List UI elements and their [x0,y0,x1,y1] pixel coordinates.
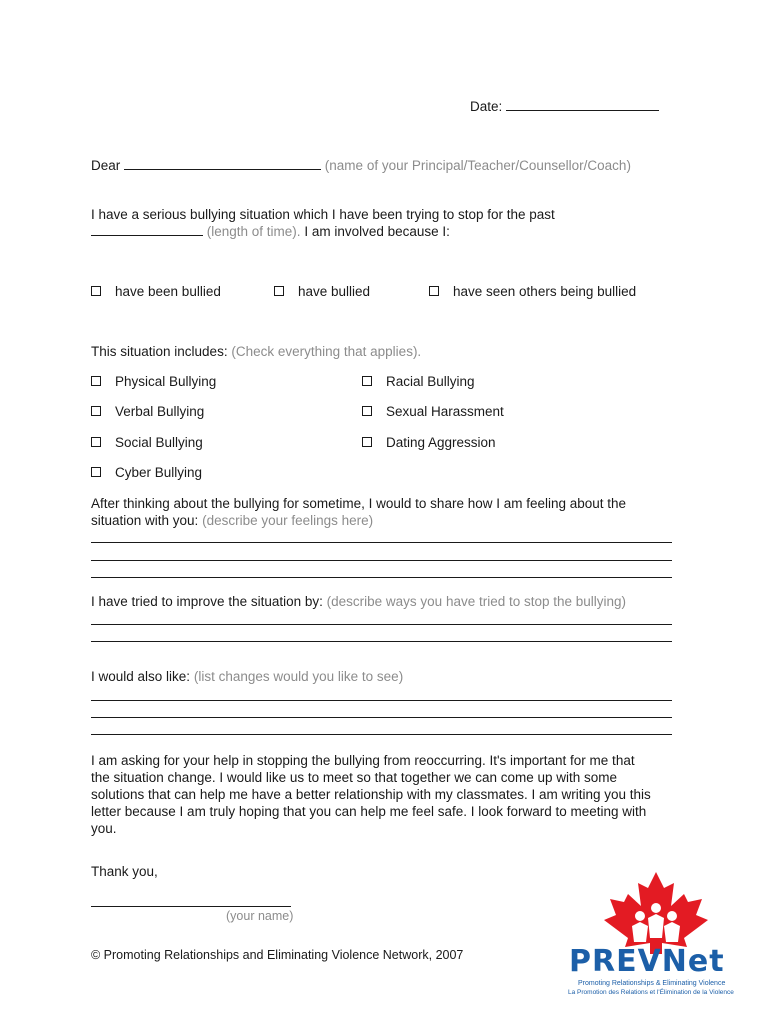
like-write-line[interactable] [91,700,672,701]
option-racial-bullying[interactable]: Racial Bullying [362,374,475,389]
involvement-option-2[interactable]: have bullied [274,284,370,299]
tried-label: I have tried to improve the situation by: [91,594,323,609]
recipient-name-field[interactable] [124,169,321,170]
checkbox-icon[interactable] [91,406,101,416]
checkbox-icon[interactable] [91,467,101,477]
prevnet-tagline-fr: La Promotion des Relations et l'Élimination de la Violence [568,989,734,996]
signature-hint: (your name) [226,909,294,923]
feelings-paragraph [91,495,681,529]
feelings-write-line[interactable] [91,560,672,561]
situation-hint: (Check everything that applies). [231,344,422,359]
checkbox-icon[interactable] [362,437,372,447]
salutation-line [91,158,631,173]
checkbox-icon[interactable] [274,286,284,296]
like-write-line[interactable] [91,734,672,735]
like-label: I would also like: [91,669,191,684]
feelings-write-line[interactable] [91,577,672,578]
situation-heading [91,344,421,359]
intro-line-1: I have a serious bullying situation which I have been trying to stop for the past [91,207,555,222]
recipient-hint: (name of your Principal/Teacher/Counsellor/Coach) [324,158,631,173]
tried-write-line[interactable] [91,624,672,625]
thank-you: Thank you, [91,864,158,879]
involved-text: I am involved because I: [304,224,450,239]
feelings-line-2: situation with you: (describe your feelings here) [91,513,374,528]
checkbox-icon[interactable] [429,286,439,296]
like-heading [91,669,403,684]
like-hint: (list changes would you like to see) [193,669,404,684]
option-physical-bullying[interactable]: Physical Bullying [91,374,216,389]
length-of-time-field[interactable] [91,235,203,236]
dear-label: Dear [91,158,121,173]
intro-line-2 [91,223,681,240]
like-write-line[interactable] [91,717,672,718]
intro-paragraph [91,206,681,240]
checkbox-icon[interactable] [91,286,101,296]
checkbox-icon[interactable] [362,376,372,386]
tried-heading [91,594,626,609]
date-line [470,99,659,114]
prevnet-wordmark: PREVNet [569,944,725,979]
prevnet-tagline-en: Promoting Relationships & Eliminating Violence [578,980,726,987]
checkbox-icon[interactable] [91,437,101,447]
option-sexual-harassment[interactable]: Sexual Harassment [362,404,504,419]
signature-line[interactable] [91,906,291,907]
date-label: Date: [470,99,503,114]
date-field[interactable] [506,110,659,111]
tried-hint: (describe ways you have tried to stop the bullying) [326,594,627,609]
involvement-option-1[interactable]: have been bullied [91,284,221,299]
option-social-bullying[interactable]: Social Bullying [91,435,203,450]
tried-write-line[interactable] [91,641,672,642]
checkbox-icon[interactable] [362,406,372,416]
closing-paragraph: I am asking for your help in stopping the bullying from reoccurring. It's important for me that the situation change. I would like us to meet so that together we can come up with some solutions that can help me have a better relationship with my classmates. I am writing you this letter because I am truly hoping that you can help me feel safe. I look forward to meeting with you. [91,753,651,836]
involvement-option-3[interactable]: have seen others being bullied [429,284,636,299]
feelings-hint: (describe your feelings here) [202,513,374,528]
prevnet-logo [566,872,746,1000]
feelings-write-line[interactable] [91,542,672,543]
copyright-footer: © Promoting Relationships and Eliminating Violence Network, 2007 [91,948,464,962]
time-hint: (length of time). [206,224,301,239]
checkbox-icon[interactable] [91,376,101,386]
option-dating-aggression[interactable]: Dating Aggression [362,435,496,450]
situation-label: This situation includes: [91,344,228,359]
option-verbal-bullying[interactable]: Verbal Bullying [91,404,204,419]
option-cyber-bullying[interactable]: Cyber Bullying [91,465,202,480]
feelings-line-1: After thinking about the bullying for sometime, I would to share how I am feeling about the [91,496,627,511]
